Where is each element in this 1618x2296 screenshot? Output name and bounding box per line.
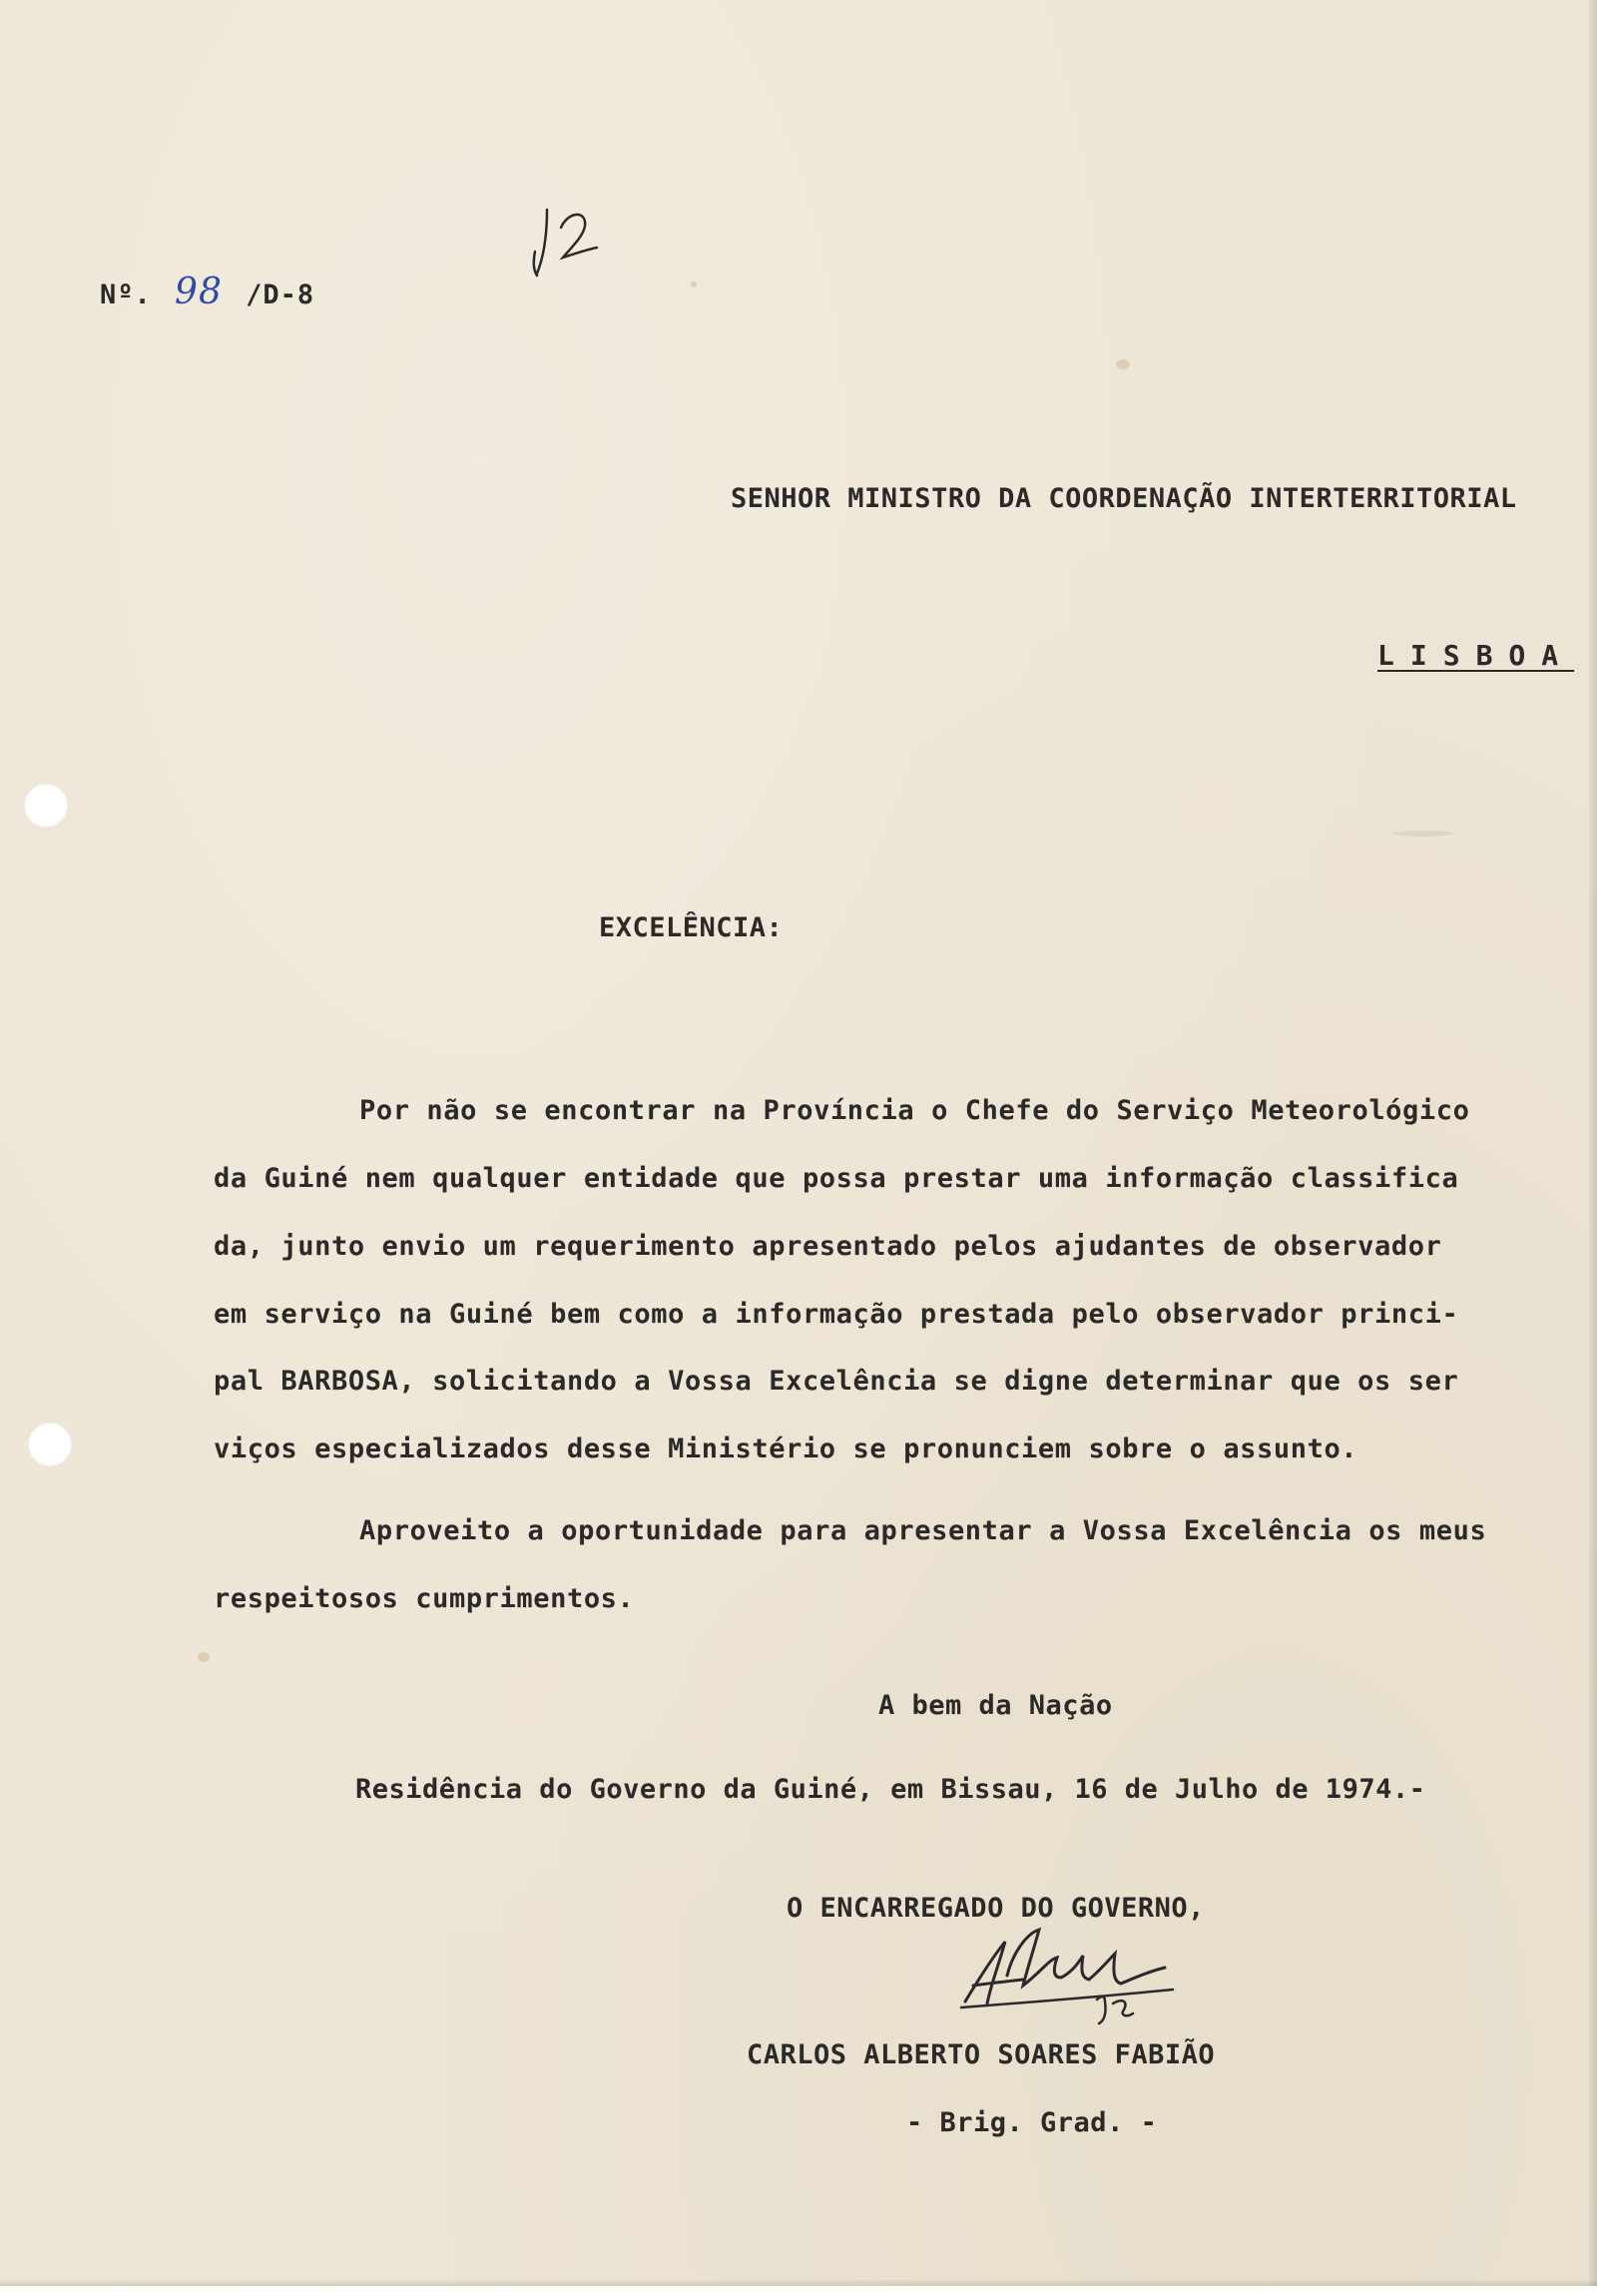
paper-stain: [1393, 831, 1453, 837]
handwritten-page-mark-icon: [527, 192, 607, 291]
reference-suffix: /D-8: [246, 280, 315, 310]
reference-handwritten-number: 98: [175, 272, 223, 312]
body-line: respeitosos cumprimentos.: [214, 1583, 635, 1614]
body-line: Aproveito a oportunidade para apresentar a Vossa Excelência os meus: [359, 1515, 1487, 1546]
reference-prefix: Nº.: [100, 280, 152, 310]
page-edge-shadow: [1589, 0, 1597, 2286]
body-line: da, junto envio um requerimento apresentado pelos ajudantes de observador: [214, 1231, 1442, 1262]
signatory-title: O ENCARREGADO DO GOVERNO,: [787, 1893, 1205, 1924]
signatory-name: CARLOS ALBERTO SOARES FABIÃO: [747, 2039, 1216, 2070]
closing-phrase: A bem da Nação: [878, 1690, 1113, 1721]
recipient-city: LISBOA: [1377, 639, 1575, 672]
body-line: viços especializados desse Ministério se pronunciem sobre o assunto.: [214, 1434, 1358, 1464]
punch-hole-icon: [28, 1423, 72, 1466]
punch-hole-icon: [24, 784, 68, 828]
paper-stain: [1116, 359, 1130, 369]
signatory-rank: - Brig. Grad. -: [906, 2107, 1158, 2138]
body-line: pal BARBOSA, solicitando a Vossa Excelência se digne determinar que os ser: [214, 1366, 1459, 1397]
body-line: da Guiné nem qualquer entidade que possa prestar uma informação classifica: [214, 1163, 1459, 1194]
signature-scribble-icon: [953, 1912, 1183, 2026]
paper-stain: [198, 1652, 210, 1662]
place-and-date: Residência do Governo da Guiné, em Bissau, 16 de Julho de 1974.-: [355, 1774, 1426, 1805]
body-line: Por não se encontrar na Província o Chefe do Serviço Meteorológico: [359, 1095, 1470, 1126]
salutation: EXCELÊNCIA:: [599, 912, 784, 943]
body-line: em serviço na Guiné bem como a informação prestada pelo observador princi-: [214, 1299, 1459, 1330]
paper-stain: [691, 282, 697, 287]
recipient-title: SENHOR MINISTRO DA COORDENAÇÃO INTERTERRITORIAL: [731, 483, 1517, 514]
reference-number: [100, 272, 314, 312]
page-bottom-shadow: [0, 2280, 1597, 2286]
